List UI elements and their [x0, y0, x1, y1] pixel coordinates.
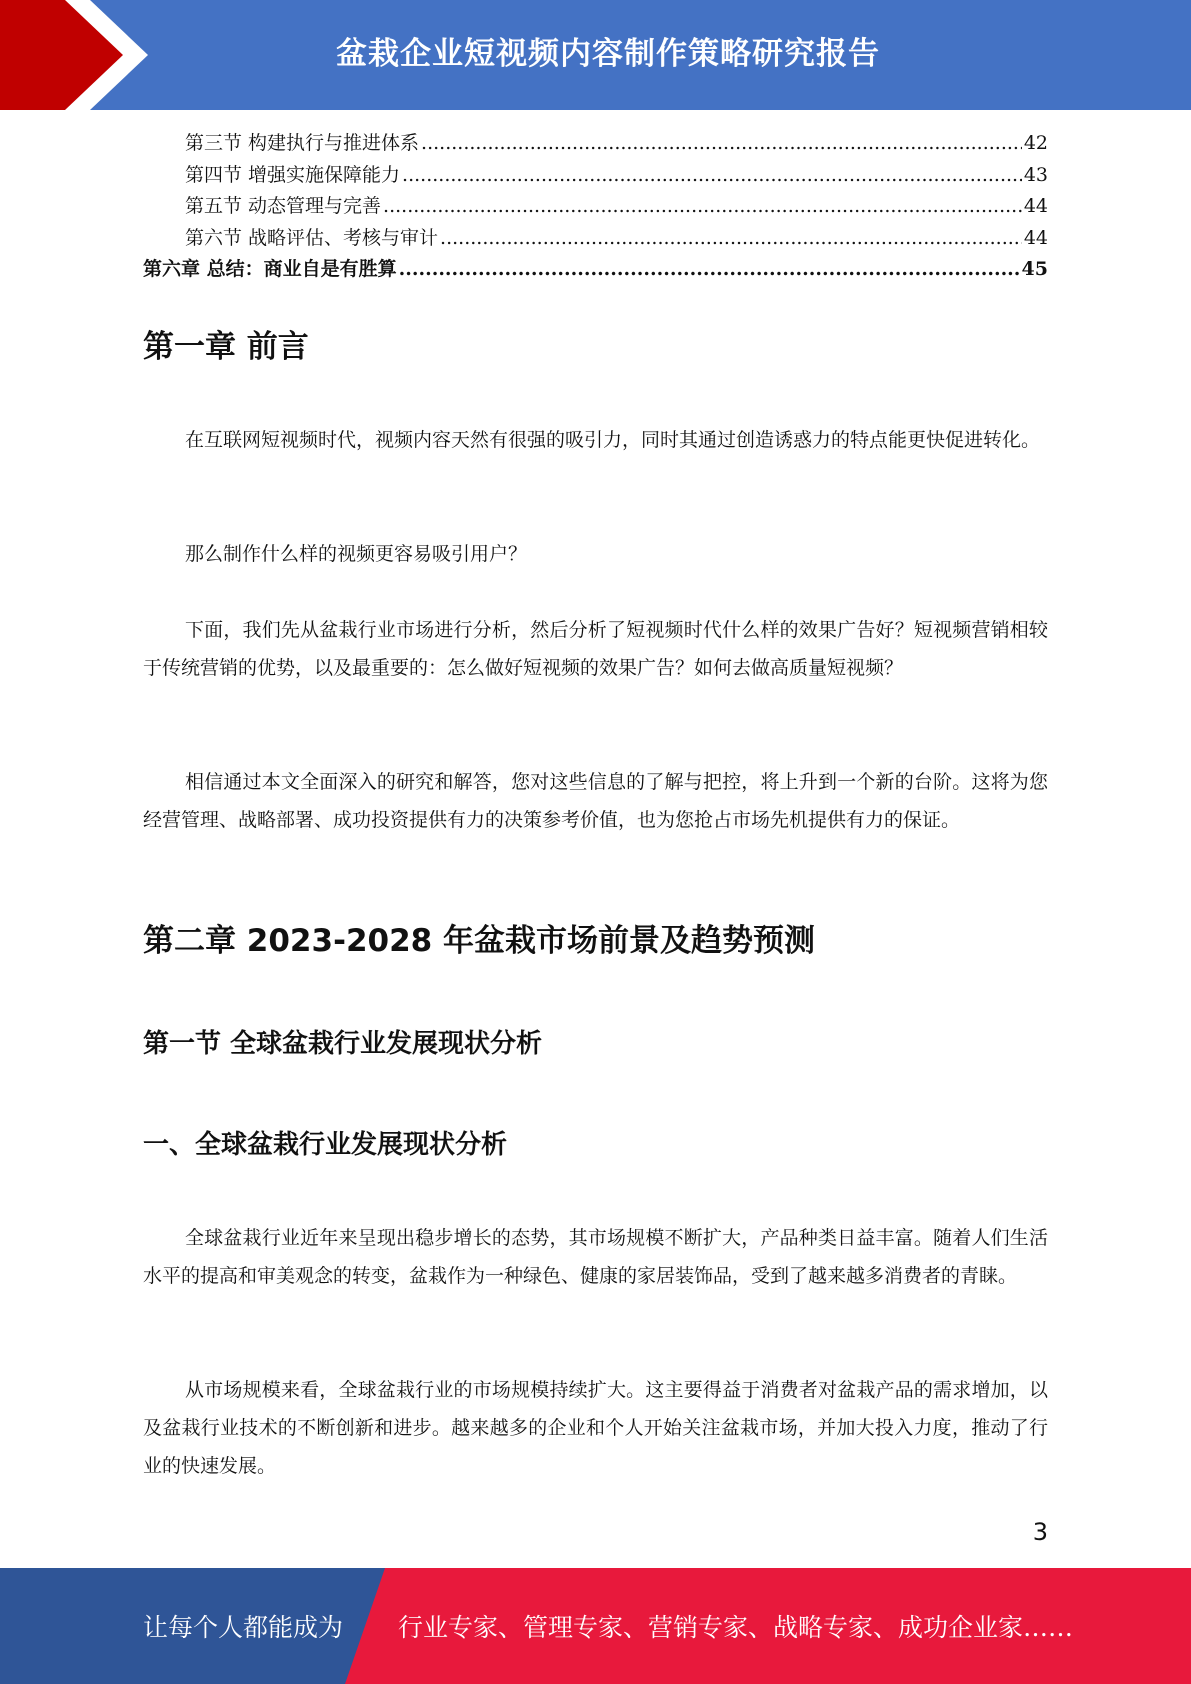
toc-entry-label: 第四节 增强实施保障能力 [185, 163, 401, 186]
toc-entry[interactable] [143, 128, 1048, 160]
toc-entry-label: 第五节 动态管理与完善 [185, 195, 382, 217]
toc-entry-page: 44 [1023, 195, 1048, 217]
chapter2-heading: 第二章 2023-2028 年盆栽市场前景及趋势预测 [143, 923, 816, 959]
body-paragraph: 相信通过本文全面深入的研究和解答，您对这些信息的了解与把控，将上升到一个新的台阶。这将为您经营管理、战略部署、成功投资提供有力的决策参考价值，也为您抢占市场先机提供有力的保证。 [143, 771, 1048, 831]
footer-slogan-right: 行业专家、管理专家、营销专家、战略专家、成功企业家…… [398, 1613, 1074, 1642]
toc-leader-dots [383, 191, 1022, 223]
toc-entry-label: 第六章 总结：商业自是有胜算 [143, 258, 397, 280]
toc-leader-dots [399, 254, 1020, 286]
toc-entry[interactable] [143, 223, 1048, 255]
toc-leader-dots [421, 128, 1022, 160]
table-of-contents [143, 128, 1048, 286]
body-paragraph: 那么制作什么样的视频更容易吸引用户？ [185, 543, 528, 565]
toc-entry-chapter[interactable] [143, 254, 1048, 286]
footer-slogan-left: 让每个人都能成为 [143, 1613, 344, 1642]
page-number: 3 [1032, 1518, 1048, 1546]
toc-entry-label: 第三节 构建执行与推进体系 [185, 132, 420, 154]
toc-entry[interactable] [143, 160, 1048, 192]
toc-entry[interactable] [143, 191, 1048, 223]
body-paragraph: 在互联网短视频时代，视频内容天然有很强的吸引力，同时其通过创造诱惑力的特点能更快促进转化。 [185, 429, 1041, 451]
subsection-heading: 一、全球盆栽行业发展现状分析 [143, 1130, 508, 1160]
body-paragraph: 从市场规模来看，全球盆栽行业的市场规模持续扩大。这主要得益于消费者对盆栽产品的需求增加，以及盆栽行业技术的不断创新和进步。越来越多的企业和个人开始关注盆栽市场，并加大投入力度，推动了行业的快速发展。 [143, 1379, 1048, 1477]
toc-entry-page: 43 [1023, 163, 1048, 186]
page-footer [0, 1568, 1191, 1684]
toc-entry-page: 45 [1021, 258, 1048, 280]
body-paragraph: 下面，我们先从盆栽行业市场进行分析，然后分析了短视频时代什么样的效果广告好？短视频营销相较于传统营销的优势，以及最重要的：怎么做好短视频的效果广告？如何去做高质量短视频？ [143, 619, 1048, 679]
toc-leader-dots [440, 223, 1022, 255]
toc-entry-page: 44 [1023, 226, 1048, 249]
toc-leader-dots [402, 160, 1022, 192]
toc-entry-label: 第六节 战略评估、考核与审计 [185, 226, 439, 249]
body-paragraph: 全球盆栽行业近年来呈现出稳步增长的态势，其市场规模不断扩大，产品种类日益丰富。随着人们生活水平的提高和审美观念的转变，盆栽作为一种绿色、健康的家居装饰品，受到了越来越多消费者的青睐。 [143, 1227, 1048, 1287]
section-heading: 第一节 全球盆栽行业发展现状分析 [143, 1029, 543, 1059]
chapter1-heading: 第一章 前言 [143, 329, 309, 365]
report-title: 盆栽企业短视频内容制作策略研究报告 [336, 35, 880, 72]
page-header [0, 0, 1191, 110]
toc-entry-page: 42 [1023, 132, 1048, 154]
